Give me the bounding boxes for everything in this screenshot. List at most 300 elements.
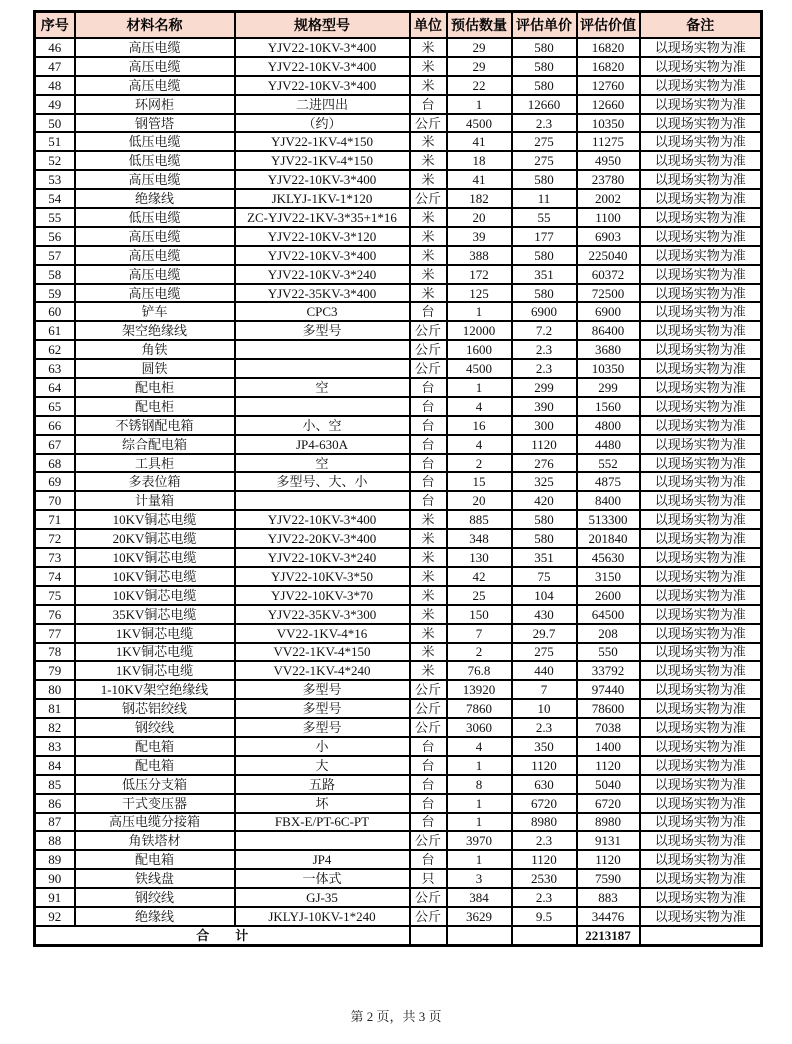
cell-index: 67 xyxy=(35,435,75,454)
cell-index: 46 xyxy=(35,38,75,57)
cell-material-name: 钢芯铝绞线 xyxy=(75,699,235,718)
cell-spec: JKLYJ-10KV-1*240 xyxy=(235,907,410,926)
cell-unit-price: 177 xyxy=(512,227,577,246)
cell-unit: 米 xyxy=(410,567,447,586)
cell-index: 55 xyxy=(35,208,75,227)
cell-remark: 以现场实物为准 xyxy=(640,567,762,586)
cell-qty: 3970 xyxy=(447,831,512,850)
cell-material-name: 10KV铜芯电缆 xyxy=(75,548,235,567)
cell-spec: 坏 xyxy=(235,794,410,813)
table-row xyxy=(35,813,762,832)
cell-value: 883 xyxy=(577,888,640,907)
cell-spec: JKLYJ-1KV-1*120 xyxy=(235,189,410,208)
cell-index: 65 xyxy=(35,397,75,416)
cell-unit: 台 xyxy=(410,737,447,756)
cell-remark: 以现场实物为准 xyxy=(640,529,762,548)
cell-value: 3150 xyxy=(577,567,640,586)
cell-remark: 以现场实物为准 xyxy=(640,132,762,151)
table-row xyxy=(35,775,762,794)
cell-index: 76 xyxy=(35,605,75,624)
cell-remark: 以现场实物为准 xyxy=(640,378,762,397)
cell-index: 49 xyxy=(35,95,75,114)
column-header-7: 备注 xyxy=(640,12,762,39)
table-row xyxy=(35,57,762,76)
cell-material-name: 多表位箱 xyxy=(75,472,235,491)
cell-index: 63 xyxy=(35,359,75,378)
cell-value: 1560 xyxy=(577,397,640,416)
table-row xyxy=(35,302,762,321)
cell-index: 59 xyxy=(35,284,75,303)
cell-remark: 以现场实物为准 xyxy=(640,756,762,775)
table-row xyxy=(35,246,762,265)
cell-remark: 以现场实物为准 xyxy=(640,699,762,718)
cell-qty: 1 xyxy=(447,302,512,321)
cell-value: 2600 xyxy=(577,586,640,605)
cell-index: 79 xyxy=(35,661,75,680)
table-row xyxy=(35,340,762,359)
cell-material-name: 干式变压器 xyxy=(75,794,235,813)
cell-remark: 以现场实物为准 xyxy=(640,605,762,624)
cell-unit: 台 xyxy=(410,397,447,416)
cell-index: 66 xyxy=(35,416,75,435)
cell-spec: YJV22-10KV-3*400 xyxy=(235,510,410,529)
cell-unit-price: 430 xyxy=(512,605,577,624)
cell-value: 8980 xyxy=(577,813,640,832)
cell-unit-price: 75 xyxy=(512,567,577,586)
cell-unit: 米 xyxy=(410,548,447,567)
cell-material-name: 不锈钢配电箱 xyxy=(75,416,235,435)
cell-unit: 公斤 xyxy=(410,114,447,133)
cell-index: 78 xyxy=(35,643,75,662)
table-row xyxy=(35,114,762,133)
cell-unit-price: 7 xyxy=(512,680,577,699)
cell-unit-price: 2.3 xyxy=(512,340,577,359)
cell-qty: 16 xyxy=(447,416,512,435)
cell-unit: 米 xyxy=(410,643,447,662)
cell-spec: 二进四出 xyxy=(235,95,410,114)
cell-qty: 150 xyxy=(447,605,512,624)
cell-spec: 小 xyxy=(235,737,410,756)
cell-value: 299 xyxy=(577,378,640,397)
cell-spec: JP4 xyxy=(235,850,410,869)
cell-qty: 41 xyxy=(447,132,512,151)
total-row xyxy=(35,926,762,945)
cell-value: 5040 xyxy=(577,775,640,794)
table-row xyxy=(35,510,762,529)
cell-material-name: 钢绞线 xyxy=(75,888,235,907)
table-row xyxy=(35,284,762,303)
cell-unit: 台 xyxy=(410,813,447,832)
cell-qty: 13920 xyxy=(447,680,512,699)
cell-unit-price: 580 xyxy=(512,284,577,303)
cell-unit-price: 580 xyxy=(512,246,577,265)
cell-value: 45630 xyxy=(577,548,640,567)
table-row xyxy=(35,737,762,756)
cell-unit: 台 xyxy=(410,850,447,869)
cell-value: 9131 xyxy=(577,831,640,850)
cell-material-name: 1KV铜芯电缆 xyxy=(75,643,235,662)
cell-material-name: 20KV铜芯电缆 xyxy=(75,529,235,548)
cell-value: 72500 xyxy=(577,284,640,303)
cell-index: 75 xyxy=(35,586,75,605)
cell-spec xyxy=(235,397,410,416)
cell-unit-price: 8980 xyxy=(512,813,577,832)
cell-remark: 以现场实物为准 xyxy=(640,340,762,359)
cell-index: 92 xyxy=(35,907,75,926)
cell-value: 12660 xyxy=(577,95,640,114)
cell-spec: YJV22-20KV-3*400 xyxy=(235,529,410,548)
column-header-4: 预估数量 xyxy=(447,12,512,39)
cell-index: 50 xyxy=(35,114,75,133)
cell-remark: 以现场实物为准 xyxy=(640,208,762,227)
cell-index: 91 xyxy=(35,888,75,907)
table-header-row xyxy=(35,12,762,39)
cell-value: 4875 xyxy=(577,472,640,491)
cell-value: 78600 xyxy=(577,699,640,718)
cell-spec: 大 xyxy=(235,756,410,775)
cell-material-name: 架空绝缘线 xyxy=(75,321,235,340)
cell-unit-price: 351 xyxy=(512,265,577,284)
cell-index: 70 xyxy=(35,491,75,510)
cell-material-name: 高压电缆 xyxy=(75,265,235,284)
cell-qty: 20 xyxy=(447,208,512,227)
cell-spec: YJV22-10KV-3*400 xyxy=(235,76,410,95)
cell-qty: 2 xyxy=(447,454,512,473)
cell-unit: 公斤 xyxy=(410,680,447,699)
cell-index: 72 xyxy=(35,529,75,548)
cell-spec: YJV22-10KV-3*50 xyxy=(235,567,410,586)
cell-unit: 米 xyxy=(410,208,447,227)
cell-qty: 15 xyxy=(447,472,512,491)
cell-material-name: 绝缘线 xyxy=(75,189,235,208)
cell-index: 74 xyxy=(35,567,75,586)
cell-qty: 1600 xyxy=(447,340,512,359)
cell-value: 4950 xyxy=(577,151,640,170)
cell-index: 48 xyxy=(35,76,75,95)
cell-unit: 米 xyxy=(410,170,447,189)
cell-index: 60 xyxy=(35,302,75,321)
table-row xyxy=(35,605,762,624)
cell-remark: 以现场实物为准 xyxy=(640,114,762,133)
cell-unit-price: 29.7 xyxy=(512,624,577,643)
cell-value: 1100 xyxy=(577,208,640,227)
cell-spec: 多型号、大、小 xyxy=(235,472,410,491)
cell-value: 60372 xyxy=(577,265,640,284)
cell-spec: 多型号 xyxy=(235,699,410,718)
cell-remark: 以现场实物为准 xyxy=(640,265,762,284)
page-number: 第 2 页，共 3 页 xyxy=(350,1009,442,1024)
column-header-3: 单位 xyxy=(410,12,447,39)
cell-index: 51 xyxy=(35,132,75,151)
cell-unit-price: 2.3 xyxy=(512,831,577,850)
table-row xyxy=(35,454,762,473)
cell-index: 52 xyxy=(35,151,75,170)
cell-spec xyxy=(235,359,410,378)
cell-qty: 348 xyxy=(447,529,512,548)
cell-spec: 小、空 xyxy=(235,416,410,435)
cell-remark: 以现场实物为准 xyxy=(640,661,762,680)
table-row xyxy=(35,567,762,586)
total-empty-qty-cell xyxy=(447,926,512,945)
table-row xyxy=(35,491,762,510)
cell-unit-price: 9.5 xyxy=(512,907,577,926)
cell-unit-price: 1120 xyxy=(512,756,577,775)
cell-value: 4480 xyxy=(577,435,640,454)
cell-qty: 22 xyxy=(447,76,512,95)
cell-material-name: 工具柜 xyxy=(75,454,235,473)
cell-index: 61 xyxy=(35,321,75,340)
cell-unit: 米 xyxy=(410,510,447,529)
cell-spec xyxy=(235,491,410,510)
cell-remark: 以现场实物为准 xyxy=(640,416,762,435)
cell-qty: 42 xyxy=(447,567,512,586)
cell-remark: 以现场实物为准 xyxy=(640,718,762,737)
cell-value: 552 xyxy=(577,454,640,473)
cell-index: 82 xyxy=(35,718,75,737)
cell-unit: 公斤 xyxy=(410,888,447,907)
table-row xyxy=(35,38,762,57)
cell-remark: 以现场实物为准 xyxy=(640,813,762,832)
cell-material-name: 低压电缆 xyxy=(75,208,235,227)
cell-index: 77 xyxy=(35,624,75,643)
cell-qty: 3 xyxy=(447,869,512,888)
cell-unit: 台 xyxy=(410,491,447,510)
cell-unit: 米 xyxy=(410,586,447,605)
cell-unit-price: 275 xyxy=(512,132,577,151)
cell-unit: 米 xyxy=(410,132,447,151)
cell-unit-price: 2.3 xyxy=(512,888,577,907)
cell-remark: 以现场实物为准 xyxy=(640,831,762,850)
cell-value: 7590 xyxy=(577,869,640,888)
cell-qty: 39 xyxy=(447,227,512,246)
cell-index: 56 xyxy=(35,227,75,246)
cell-index: 88 xyxy=(35,831,75,850)
cell-unit: 台 xyxy=(410,794,447,813)
cell-material-name: 配电柜 xyxy=(75,378,235,397)
cell-unit: 公斤 xyxy=(410,907,447,926)
cell-value: 16820 xyxy=(577,38,640,57)
cell-material-name: 高压电缆 xyxy=(75,38,235,57)
cell-qty: 76.8 xyxy=(447,661,512,680)
cell-spec: YJV22-10KV-3*400 xyxy=(235,57,410,76)
cell-remark: 以现场实物为准 xyxy=(640,850,762,869)
cell-spec: JP4-630A xyxy=(235,435,410,454)
cell-value: 8400 xyxy=(577,491,640,510)
cell-unit-price: 7.2 xyxy=(512,321,577,340)
cell-material-name: 低压电缆 xyxy=(75,132,235,151)
cell-value: 10350 xyxy=(577,114,640,133)
cell-qty: 7860 xyxy=(447,699,512,718)
cell-qty: 4500 xyxy=(447,114,512,133)
cell-qty: 388 xyxy=(447,246,512,265)
cell-material-name: 钢绞线 xyxy=(75,718,235,737)
cell-remark: 以现场实物为准 xyxy=(640,246,762,265)
cell-unit: 台 xyxy=(410,472,447,491)
cell-index: 83 xyxy=(35,737,75,756)
cell-material-name: 铲车 xyxy=(75,302,235,321)
cell-remark: 以现场实物为准 xyxy=(640,170,762,189)
cell-unit: 台 xyxy=(410,378,447,397)
cell-index: 89 xyxy=(35,850,75,869)
cell-spec: ZC-YJV22-1KV-3*35+1*16 xyxy=(235,208,410,227)
cell-value: 97440 xyxy=(577,680,640,699)
cell-value: 23780 xyxy=(577,170,640,189)
cell-unit: 台 xyxy=(410,775,447,794)
cell-index: 85 xyxy=(35,775,75,794)
table-row xyxy=(35,699,762,718)
cell-qty: 1 xyxy=(447,794,512,813)
cell-qty: 8 xyxy=(447,775,512,794)
cell-value: 1120 xyxy=(577,756,640,775)
cell-unit: 台 xyxy=(410,435,447,454)
cell-unit: 米 xyxy=(410,265,447,284)
cell-qty: 1 xyxy=(447,850,512,869)
cell-material-name: 角铁塔材 xyxy=(75,831,235,850)
cell-spec: （约） xyxy=(235,114,410,133)
cell-unit-price: 420 xyxy=(512,491,577,510)
cell-qty: 4 xyxy=(447,397,512,416)
cell-index: 58 xyxy=(35,265,75,284)
table-row xyxy=(35,397,762,416)
grand-total-value: 2213187 xyxy=(577,926,640,945)
column-header-2: 规格型号 xyxy=(235,12,410,39)
cell-value: 12760 xyxy=(577,76,640,95)
table-row xyxy=(35,227,762,246)
cell-index: 73 xyxy=(35,548,75,567)
cell-remark: 以现场实物为准 xyxy=(640,775,762,794)
table-row xyxy=(35,624,762,643)
cell-qty: 12000 xyxy=(447,321,512,340)
cell-qty: 182 xyxy=(447,189,512,208)
cell-value: 64500 xyxy=(577,605,640,624)
cell-qty: 384 xyxy=(447,888,512,907)
cell-qty: 1 xyxy=(447,756,512,775)
cell-spec: YJV22-10KV-3*400 xyxy=(235,246,410,265)
cell-unit-price: 390 xyxy=(512,397,577,416)
table-row xyxy=(35,718,762,737)
cell-remark: 以现场实物为准 xyxy=(640,510,762,529)
cell-spec: YJV22-35KV-3*300 xyxy=(235,605,410,624)
cell-qty: 20 xyxy=(447,491,512,510)
cell-index: 84 xyxy=(35,756,75,775)
cell-unit-price: 630 xyxy=(512,775,577,794)
cell-unit-price: 2530 xyxy=(512,869,577,888)
cell-qty: 4 xyxy=(447,737,512,756)
cell-unit: 台 xyxy=(410,454,447,473)
cell-material-name: 钢管塔 xyxy=(75,114,235,133)
cell-qty: 41 xyxy=(447,170,512,189)
cell-value: 513300 xyxy=(577,510,640,529)
cell-spec: CPC3 xyxy=(235,302,410,321)
cell-spec: VV22-1KV-4*240 xyxy=(235,661,410,680)
table-row xyxy=(35,869,762,888)
cell-spec xyxy=(235,831,410,850)
cell-unit: 米 xyxy=(410,661,447,680)
cell-remark: 以现场实物为准 xyxy=(640,38,762,57)
cell-index: 87 xyxy=(35,813,75,832)
cell-unit-price: 300 xyxy=(512,416,577,435)
table-row xyxy=(35,416,762,435)
cell-unit-price: 2.3 xyxy=(512,718,577,737)
cell-remark: 以现场实物为准 xyxy=(640,189,762,208)
cell-value: 1400 xyxy=(577,737,640,756)
cell-spec: YJV22-10KV-3*240 xyxy=(235,548,410,567)
cell-material-name: 综合配电箱 xyxy=(75,435,235,454)
cell-unit: 米 xyxy=(410,151,447,170)
table-row xyxy=(35,170,762,189)
cell-qty: 4500 xyxy=(447,359,512,378)
column-header-5: 评估单价 xyxy=(512,12,577,39)
cell-value: 16820 xyxy=(577,57,640,76)
cell-index: 71 xyxy=(35,510,75,529)
cell-spec: GJ-35 xyxy=(235,888,410,907)
cell-remark: 以现场实物为准 xyxy=(640,435,762,454)
table-row xyxy=(35,208,762,227)
cell-unit-price: 580 xyxy=(512,76,577,95)
cell-unit-price: 104 xyxy=(512,586,577,605)
cell-unit-price: 299 xyxy=(512,378,577,397)
cell-remark: 以现场实物为准 xyxy=(640,359,762,378)
cell-remark: 以现场实物为准 xyxy=(640,302,762,321)
cell-spec: FBX-E/PT-6C-PT xyxy=(235,813,410,832)
cell-qty: 1 xyxy=(447,378,512,397)
cell-material-name: 高压电缆分接箱 xyxy=(75,813,235,832)
cell-spec: 多型号 xyxy=(235,321,410,340)
cell-unit-price: 351 xyxy=(512,548,577,567)
table-row xyxy=(35,850,762,869)
cell-unit-price: 1120 xyxy=(512,435,577,454)
cell-unit: 米 xyxy=(410,284,447,303)
cell-spec: 一体式 xyxy=(235,869,410,888)
cell-value: 11275 xyxy=(577,132,640,151)
table-row xyxy=(35,756,762,775)
cell-spec: 五路 xyxy=(235,775,410,794)
cell-material-name: 角铁 xyxy=(75,340,235,359)
cell-value: 6903 xyxy=(577,227,640,246)
table-row xyxy=(35,586,762,605)
cell-value: 86400 xyxy=(577,321,640,340)
cell-remark: 以现场实物为准 xyxy=(640,57,762,76)
cell-unit-price: 1120 xyxy=(512,850,577,869)
cell-value: 3680 xyxy=(577,340,640,359)
table-row xyxy=(35,265,762,284)
cell-material-name: 10KV铜芯电缆 xyxy=(75,510,235,529)
cell-spec: VV22-1KV-4*16 xyxy=(235,624,410,643)
cell-remark: 以现场实物为准 xyxy=(640,454,762,473)
cell-remark: 以现场实物为准 xyxy=(640,643,762,662)
cell-qty: 4 xyxy=(447,435,512,454)
cell-unit-price: 580 xyxy=(512,170,577,189)
cell-unit-price: 12660 xyxy=(512,95,577,114)
cell-spec: YJV22-35KV-3*400 xyxy=(235,284,410,303)
cell-material-name: 高压电缆 xyxy=(75,246,235,265)
table-row xyxy=(35,794,762,813)
cell-material-name: 计量箱 xyxy=(75,491,235,510)
cell-index: 54 xyxy=(35,189,75,208)
cell-unit: 米 xyxy=(410,624,447,643)
cell-unit: 台 xyxy=(410,756,447,775)
table-row xyxy=(35,378,762,397)
cell-remark: 以现场实物为准 xyxy=(640,321,762,340)
table-row xyxy=(35,548,762,567)
cell-qty: 25 xyxy=(447,586,512,605)
cell-value: 1120 xyxy=(577,850,640,869)
cell-unit-price: 55 xyxy=(512,208,577,227)
cell-qty: 130 xyxy=(447,548,512,567)
cell-remark: 以现场实物为准 xyxy=(640,869,762,888)
cell-value: 550 xyxy=(577,643,640,662)
cell-material-name: 圆铁 xyxy=(75,359,235,378)
